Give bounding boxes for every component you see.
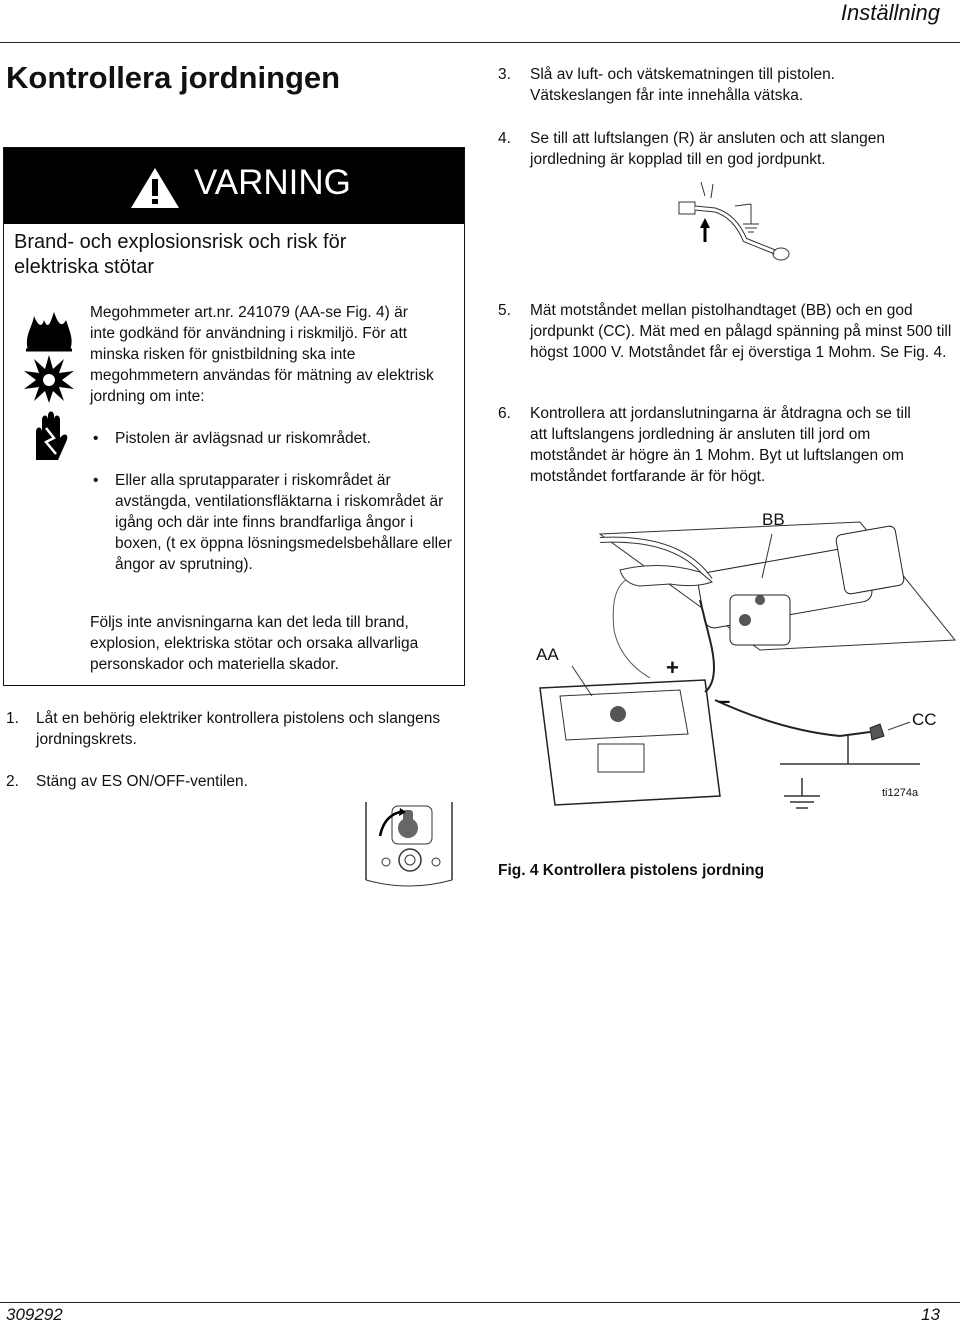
warning-box xyxy=(3,147,465,686)
step-1-text: Låt en behörig elektriker kontrollera pistolens och slangens jordningskrets. xyxy=(36,710,441,748)
step-2 xyxy=(6,771,446,792)
step-5-text: Mät motståndet mellan pistolhandtaget (BB) och en god jordpunkt (CC). Mät med en pålagd spänning på minst 500 till högst 1000 V. Motståndet får ej överstiga 1 Mohm. Se Fig. 4. xyxy=(530,302,952,361)
megohmmeter-test-illustration xyxy=(500,500,955,830)
warning-paragraph-2: Följs inte anvisningarna kan det leda till brand, explosion, elektriska stötar och orsaka allvarliga personskador och materiella skador. xyxy=(90,614,419,673)
step-6 xyxy=(498,403,953,485)
step-3 xyxy=(498,64,948,104)
doc-number: 309292 xyxy=(6,1305,63,1324)
figure-id: ti1274a xyxy=(882,787,919,799)
header-rule xyxy=(0,42,960,43)
label-aa: AA xyxy=(536,645,559,664)
page-title: Kontrollera jordningen xyxy=(6,60,341,95)
bullet-dot: • xyxy=(93,430,99,447)
electric-shock-icon xyxy=(26,408,74,464)
air-hose-illustration xyxy=(655,180,805,275)
step-4 xyxy=(498,128,948,168)
warning-bullet-1 xyxy=(93,428,445,449)
hazard-title xyxy=(14,230,346,280)
step-3-number: 3. xyxy=(498,66,511,83)
label-plus: + xyxy=(666,655,679,680)
warning-bar xyxy=(4,148,464,224)
fire-icon xyxy=(22,306,76,352)
page-number: 13 xyxy=(921,1305,940,1324)
warning-bullet-2-text: Eller alla sprutapparater i riskområdet är avstängda, ventilationsfläktarna i riskområdet är igång och där inte finns brandfarliga ångor i boxen, (t ex öppna lösningsmedelsbehållare eller ångor av sprutning). xyxy=(115,472,452,573)
step-5-number: 5. xyxy=(498,302,511,319)
label-cc: CC xyxy=(912,710,937,729)
label-minus: – xyxy=(718,688,731,713)
hazard-title-line-2: elektriska stötar xyxy=(14,256,155,278)
bullet-dot: • xyxy=(93,472,99,489)
footer-rule xyxy=(0,1302,960,1303)
label-bb: BB xyxy=(762,510,785,529)
warning-bullet-2 xyxy=(93,470,455,575)
es-valve-illustration xyxy=(362,800,462,890)
section-header: Inställning xyxy=(840,0,940,25)
step-1 xyxy=(6,708,446,748)
step-1-number: 1. xyxy=(6,710,19,727)
step-6-text: Kontrollera att jordanslutningarna är åtdragna och se till att luftslangens jordledning är ansluten till jord om motståndet är högre än 1 Mohm. Byt ut luftslangen om motståndet fortfarande är för högt. xyxy=(530,405,911,485)
hazard-title-line-1: Brand- och explosionsrisk och risk för xyxy=(14,231,347,253)
step-2-text: Stäng av ES ON/OFF-ventilen. xyxy=(36,773,248,790)
figure-caption: Fig. 4 Kontrollera pistolens jordning xyxy=(498,862,765,879)
warning-triangle-icon xyxy=(129,166,181,210)
warning-bullet-1-text: Pistolen är avlägsnad ur riskområdet. xyxy=(115,430,371,447)
step-5 xyxy=(498,300,953,361)
step-3-text: Slå av luft- och vätskematningen till pistolen. Vätskeslangen får inte innehålla vätska. xyxy=(530,66,835,104)
step-4-number: 4. xyxy=(498,130,511,147)
explosion-icon xyxy=(22,353,76,403)
step-6-number: 6. xyxy=(498,405,511,422)
warning-paragraph-1: Megohmmeter art.nr. 241079 (AA-se Fig. 4) är inte godkänd för användning i riskmiljö. För att minska risken för gnistbildning ska inte megohmmetern användas för mätning av elektrisk jordning om inte: xyxy=(90,304,434,405)
step-4-text: Se till att luftslangen (R) är ansluten och att slangen jordledning är kopplad till en god jordpunkt. xyxy=(530,130,885,168)
warning-label: VARNING xyxy=(194,163,351,202)
figure-4 xyxy=(500,500,955,830)
step-2-number: 2. xyxy=(6,773,19,790)
